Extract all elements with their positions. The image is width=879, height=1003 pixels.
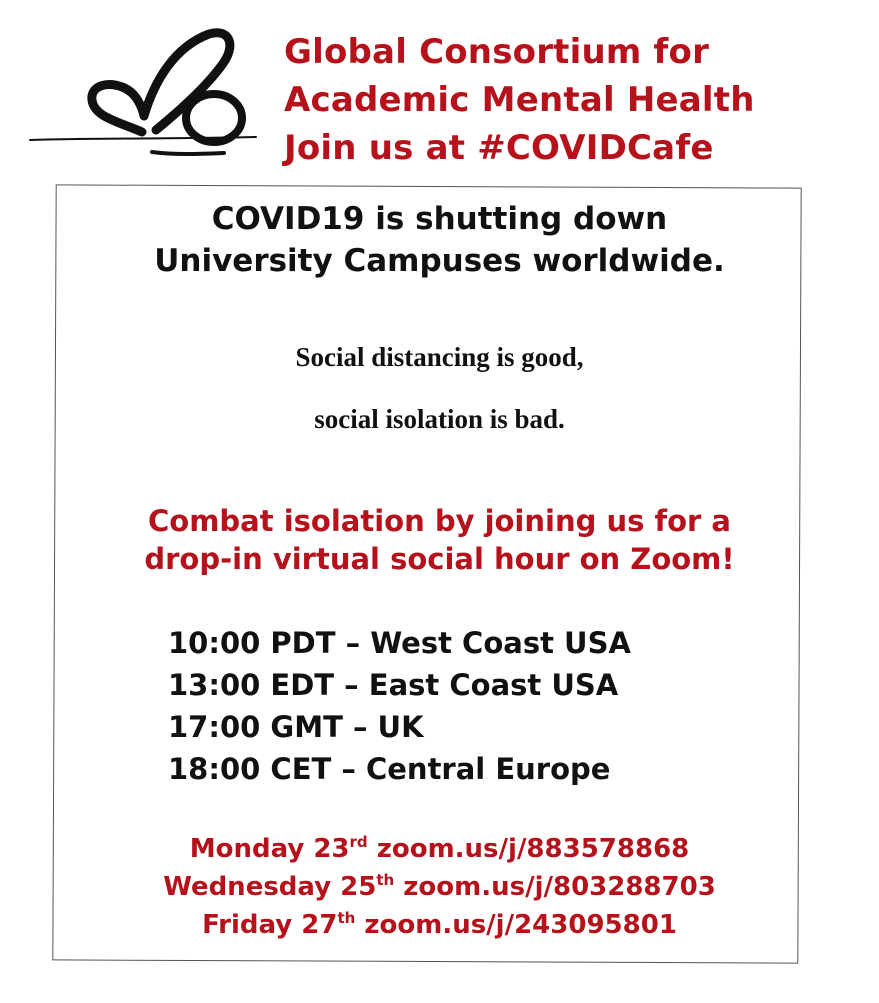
- zoom-link[interactable]: zoom.us/j/243095801: [364, 910, 677, 940]
- zoom-link[interactable]: zoom.us/j/883578868: [376, 834, 690, 864]
- call-to-action: [0, 502, 879, 578]
- call-to-action-line-2: drop-in virtual social hour on Zoom!: [144, 542, 735, 576]
- zoom-link[interactable]: zoom.us/j/803288703: [403, 872, 716, 902]
- heart-butterfly-logo-icon: [24, 22, 264, 172]
- header-line-3: Join us at #COVIDCafe: [284, 128, 714, 168]
- session-day-suffix: rd: [349, 833, 368, 851]
- session-day-suffix: th: [337, 909, 356, 927]
- session-row: [0, 868, 879, 906]
- session-day: Friday 27: [202, 910, 338, 940]
- headline-line-1: COVID19 is shutting down: [211, 201, 668, 237]
- session-day: Monday 23: [189, 834, 350, 864]
- quote-line-2: social isolation is bad.: [314, 404, 565, 434]
- consortium-header: [284, 28, 874, 172]
- time-item: 17:00 GMT – UK: [168, 710, 424, 744]
- headline: [0, 198, 879, 282]
- session-list: [0, 830, 879, 944]
- quote-line-1: Social distancing is good,: [295, 342, 584, 372]
- time-list: [168, 622, 631, 790]
- session-day-suffix: th: [376, 871, 395, 889]
- header-line-1: Global Consortium for: [284, 32, 710, 72]
- headline-line-2: University Campuses worldwide.: [154, 243, 725, 279]
- time-item: 13:00 EDT – East Coast USA: [168, 668, 619, 702]
- time-item: 18:00 CET – Central Europe: [168, 752, 611, 786]
- call-to-action-line-1: Combat isolation by joining us for a: [148, 504, 731, 538]
- time-item: 10:00 PDT – West Coast USA: [168, 626, 631, 660]
- session-row: [0, 830, 879, 868]
- session-day: Wednesday 25: [163, 872, 377, 902]
- session-row: [0, 906, 879, 944]
- header-line-2: Academic Mental Health: [284, 80, 755, 120]
